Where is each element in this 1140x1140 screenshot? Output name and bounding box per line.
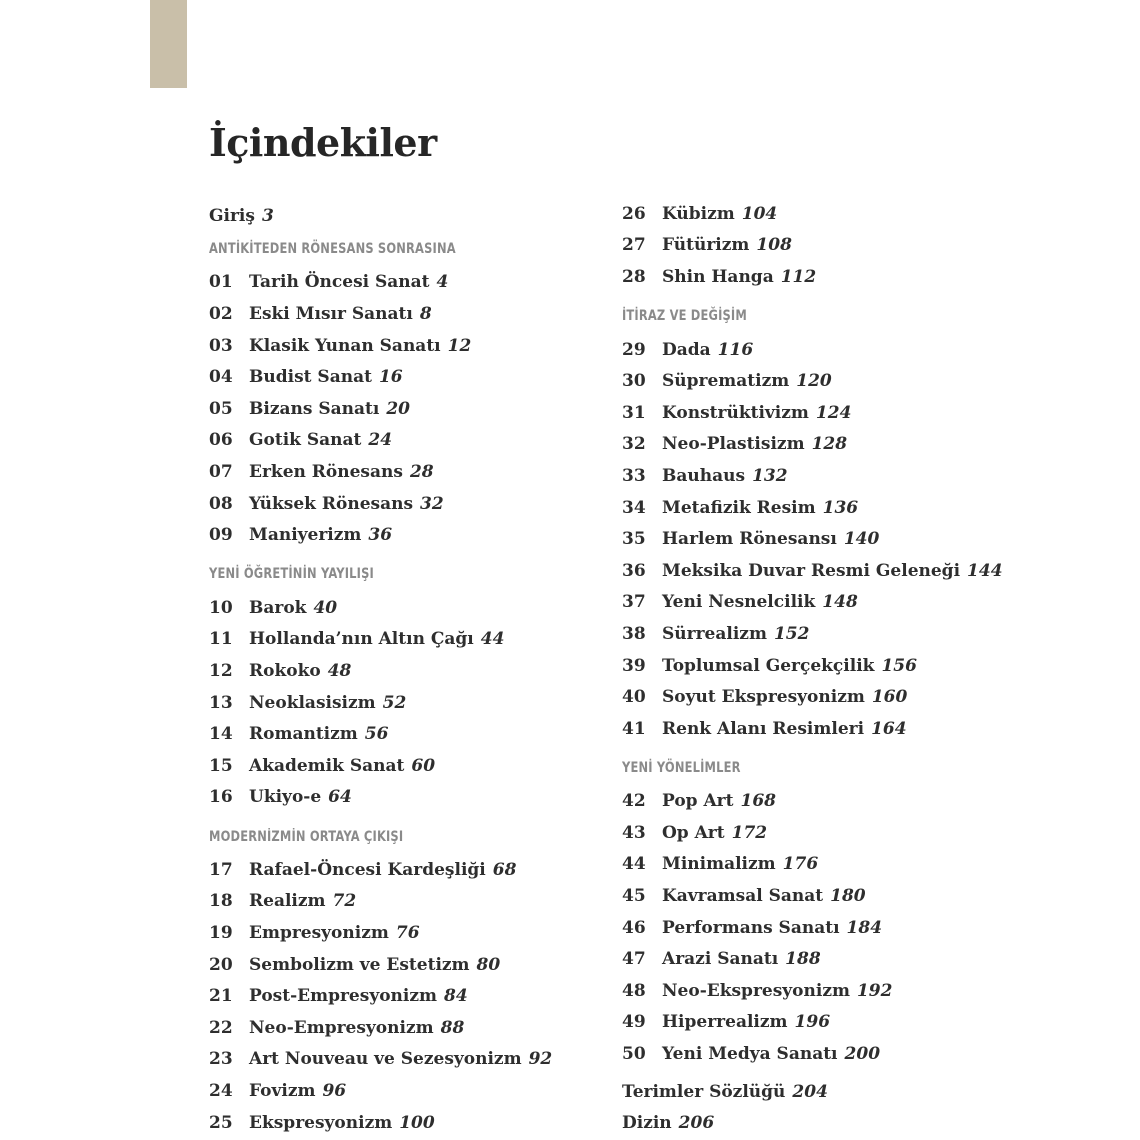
toc-entry[interactable] (622, 587, 1042, 619)
section-heading: MODERNİZMİN ORTAYA ÇIKIŞI (209, 828, 404, 845)
entry-title: Ukiyo-e (249, 787, 322, 808)
entry-title: Soyut Ekspresyonizm (662, 687, 865, 708)
entry-title: Empresyonizm (249, 923, 389, 944)
toc-entry[interactable] (622, 1038, 1042, 1070)
entry-title: Metafizik Resim (662, 497, 816, 518)
entry-number: 50 (622, 1044, 646, 1065)
entry-page: 164 (871, 718, 907, 739)
entry-number: 47 (622, 949, 646, 970)
toc-entry[interactable] (622, 365, 1042, 397)
entry-page: 44 (480, 629, 505, 650)
entry-page: 8 (419, 303, 432, 324)
entry-title: Giriş (209, 205, 255, 226)
toc-entry[interactable] (622, 1076, 1042, 1108)
entry-page: 132 (752, 465, 788, 486)
entry-title: Sürrealizm (662, 623, 767, 644)
entry-page: 108 (756, 235, 792, 256)
entry-number: 22 (209, 1017, 233, 1038)
entry-page: 112 (780, 266, 817, 287)
toc-left-column (209, 200, 629, 1138)
toc-entry[interactable] (209, 1107, 629, 1139)
toc-entry[interactable] (622, 334, 1042, 366)
entry-number: 46 (622, 917, 646, 938)
toc-entry[interactable] (622, 1007, 1042, 1039)
entry-page: 180 (830, 886, 866, 907)
toc-entry[interactable] (622, 397, 1042, 429)
entry-number: 09 (209, 525, 233, 546)
entry-page: 40 (313, 597, 338, 618)
entry-number: 16 (209, 787, 233, 808)
entry-page: 168 (740, 791, 776, 812)
toc-entry[interactable] (622, 912, 1042, 944)
entry-number: 48 (622, 980, 646, 1001)
entry-page: 68 (492, 859, 517, 880)
toc-entry[interactable] (622, 555, 1042, 587)
entry-page: 144 (967, 560, 1003, 581)
entry-page: 148 (822, 592, 858, 613)
entry-page: 80 (476, 954, 501, 975)
toc-entry[interactable] (209, 1012, 629, 1044)
corner-tab (150, 0, 187, 88)
entry-number: 04 (209, 367, 233, 388)
entry-title: Minimalizm (662, 854, 776, 875)
entry-page: 24 (368, 430, 393, 451)
entry-number: 24 (209, 1081, 233, 1102)
entry-number: 44 (622, 854, 646, 875)
entry-title: Rokoko (249, 660, 321, 681)
entry-page: 156 (881, 655, 917, 676)
toc-entry[interactable] (209, 624, 629, 656)
entry-page: 160 (871, 687, 908, 708)
toc-entry[interactable] (209, 330, 629, 362)
entry-page: 60 (411, 755, 436, 776)
entry-number: 28 (622, 266, 646, 287)
toc-entry[interactable] (209, 854, 629, 886)
entry-page: 96 (322, 1081, 347, 1102)
toc-entry[interactable] (209, 488, 629, 520)
entry-title: Konstrüktivizm (662, 402, 809, 423)
entry-number: 40 (622, 687, 646, 708)
entry-title: Dada (662, 339, 711, 360)
entry-number: 12 (209, 660, 233, 681)
entry-title: Ekspresyonizm (249, 1112, 393, 1133)
entry-number: 35 (622, 529, 646, 550)
entry-title: Romantizm (249, 724, 358, 745)
entry-number: 10 (209, 597, 233, 618)
toc-entry[interactable] (209, 393, 629, 425)
toc-entry[interactable] (209, 519, 629, 551)
section-heading: ANTİKİTEDEN RÖNESANS SONRASINA (209, 241, 456, 258)
entry-page: 3 (261, 205, 274, 226)
entry-page: 184 (846, 917, 883, 938)
entry-number: 31 (622, 402, 646, 423)
entry-page: 200 (844, 1044, 881, 1065)
entry-title: Pop Art (662, 791, 734, 812)
entry-title: Bauhaus (662, 465, 746, 486)
entry-title: Barok (249, 597, 307, 618)
entry-title: Budist Sanat (249, 367, 372, 388)
entry-page: 104 (741, 203, 778, 224)
entry-page: 36 (368, 525, 393, 546)
entry-title: Maniyerizm (249, 525, 362, 546)
entry-number: 45 (622, 886, 646, 907)
toc-entry[interactable] (209, 886, 629, 918)
entry-page: 176 (782, 854, 819, 875)
toc-entry[interactable] (622, 849, 1042, 881)
toc-entry[interactable] (622, 713, 1042, 745)
entry-title: Sembolizm ve Estetizm (249, 954, 470, 975)
entry-number: 49 (622, 1012, 646, 1033)
section-heading: İTİRAZ VE DEĞİŞİM (622, 308, 747, 325)
entry-number: 33 (622, 465, 646, 486)
toc-entry[interactable] (622, 975, 1042, 1007)
entry-title: Tarih Öncesi Sanat (249, 272, 430, 293)
entry-number: 27 (622, 235, 646, 256)
entry-number: 41 (622, 718, 646, 739)
toc-entry[interactable] (209, 592, 629, 624)
entry-title: Erken Rönesans (249, 461, 403, 482)
entry-title: Kübizm (662, 203, 735, 224)
toc-entry[interactable] (209, 298, 629, 330)
section-heading: YENİ YÖNELİMLER (622, 760, 741, 776)
entry-number: 37 (622, 592, 646, 613)
entry-page: 172 (731, 822, 768, 843)
toc-entry[interactable] (622, 943, 1042, 975)
entry-page: 152 (773, 623, 810, 644)
entry-title: Meksika Duvar Resmi Geleneği (662, 560, 961, 581)
toc-entry[interactable] (622, 523, 1042, 555)
entry-title: Gotik Sanat (249, 430, 362, 451)
toc-entry[interactable] (622, 817, 1042, 849)
entry-number: 02 (209, 303, 233, 324)
toc-entry[interactable] (622, 650, 1042, 682)
entry-number: 05 (209, 398, 233, 419)
entry-title: Klasik Yunan Sanatı (249, 335, 441, 356)
entry-page: 4 (436, 272, 449, 293)
page-title: İçindekiler (209, 120, 437, 165)
entry-page: 100 (399, 1112, 435, 1133)
entry-number: 34 (622, 497, 646, 518)
entry-title: Kavramsal Sanat (662, 886, 824, 907)
toc-entry[interactable] (209, 425, 629, 457)
toc-entry[interactable] (622, 1107, 1042, 1139)
entry-title: Neo-Plastisizm (662, 434, 805, 455)
entry-title: Bizans Sanatı (249, 398, 380, 419)
toc-entry[interactable] (209, 718, 629, 750)
entry-title: Yeni Medya Sanatı (662, 1044, 838, 1065)
entry-page: 20 (386, 398, 410, 419)
toc-entry[interactable] (622, 429, 1042, 461)
toc-entry[interactable] (622, 618, 1042, 650)
entry-number: 07 (209, 461, 233, 482)
entry-number: 03 (209, 335, 233, 356)
entry-page: 196 (794, 1012, 831, 1033)
entry-title: Yeni Nesnelcilik (662, 592, 816, 613)
toc-entry[interactable] (209, 782, 629, 814)
entry-number: 15 (209, 755, 233, 776)
section-heading: YENİ ÖĞRETİNİN YAYILIŞI (209, 566, 374, 583)
entry-number: 17 (209, 859, 233, 880)
toc-entry[interactable] (622, 261, 1042, 293)
entry-page: 204 (792, 1081, 828, 1102)
toc-entry[interactable] (209, 200, 629, 232)
toc-entry[interactable] (209, 980, 629, 1012)
entry-number: 39 (622, 655, 646, 676)
entry-page: 116 (717, 339, 754, 360)
entry-page: 140 (843, 529, 880, 550)
toc-entry[interactable] (622, 230, 1042, 262)
entry-title: Shin Hanga (662, 266, 774, 287)
entry-title: Op Art (662, 822, 725, 843)
entry-number: 11 (209, 629, 233, 650)
toc-entry[interactable] (209, 1075, 629, 1107)
entry-title: Eski Mısır Sanatı (249, 303, 413, 324)
toc-entry[interactable] (622, 681, 1042, 713)
entry-page: 64 (328, 787, 352, 808)
entry-number: 43 (622, 822, 646, 843)
entry-title: Fovizm (249, 1081, 316, 1102)
entry-number: 08 (209, 493, 233, 514)
entry-number: 21 (209, 986, 233, 1007)
entry-number: 20 (209, 954, 233, 975)
entry-page: 72 (332, 891, 357, 912)
entry-title: Arazi Sanatı (662, 949, 779, 970)
entry-number: 14 (209, 724, 233, 745)
toc-entry[interactable] (209, 267, 629, 299)
entry-number: 36 (622, 560, 646, 581)
entry-title: Harlem Rönesansı (662, 529, 837, 550)
entry-title: Dizin (622, 1113, 672, 1134)
entry-number: 26 (622, 203, 646, 224)
entry-title: Terimler Sözlüğü (622, 1081, 786, 1102)
entry-number: 18 (209, 891, 233, 912)
entry-title: Post-Empresyonizm (249, 986, 437, 1007)
entry-page: 188 (785, 949, 821, 970)
entry-page: 52 (382, 692, 407, 713)
entry-number: 06 (209, 430, 233, 451)
entry-page: 48 (327, 660, 352, 681)
toc-entry[interactable] (622, 460, 1042, 492)
entry-title: Realizm (249, 891, 326, 912)
toc-entry[interactable] (209, 361, 629, 393)
entry-number: 23 (209, 1049, 233, 1070)
entry-page: 84 (444, 986, 468, 1007)
entry-number: 29 (622, 339, 646, 360)
entry-title: Art Nouveau ve Sezesyonizm (249, 1049, 522, 1070)
entry-title: Neo-Empresyonizm (249, 1017, 434, 1038)
entry-page: 124 (815, 402, 852, 423)
entry-title: Rafael-Öncesi Kardeşliği (249, 859, 486, 880)
toc-entry[interactable] (209, 750, 629, 782)
entry-number: 19 (209, 923, 233, 944)
toc-entry[interactable] (209, 917, 629, 949)
entry-page: 92 (528, 1049, 553, 1070)
entry-page: 206 (678, 1113, 715, 1134)
toc-entry[interactable] (209, 1044, 629, 1076)
entry-title: Renk Alanı Resimleri (662, 718, 865, 739)
entry-number: 13 (209, 692, 233, 713)
entry-page: 192 (856, 980, 893, 1001)
entry-page: 16 (378, 367, 403, 388)
toc-right-column (622, 198, 1042, 1139)
entry-number: 25 (209, 1112, 233, 1133)
entry-page: 120 (796, 371, 832, 392)
entry-page: 12 (447, 335, 472, 356)
entry-title: Süprematizm (662, 371, 790, 392)
entry-title: Toplumsal Gerçekçilik (662, 655, 875, 676)
entry-title: Neoklasisizm (249, 692, 376, 713)
entry-page: 136 (822, 497, 859, 518)
entry-number: 38 (622, 623, 646, 644)
entry-title: Hollanda’nın Altın Çağı (249, 629, 474, 650)
entry-page: 128 (811, 434, 848, 455)
toc-entry[interactable] (622, 492, 1042, 524)
entry-title: Fütürizm (662, 235, 750, 256)
entry-number: 30 (622, 371, 646, 392)
entry-page: 56 (364, 724, 389, 745)
entry-number: 01 (209, 272, 233, 293)
entry-number: 32 (622, 434, 646, 455)
entry-title: Yüksek Rönesans (249, 493, 414, 514)
entry-page: 88 (440, 1017, 465, 1038)
entry-page: 76 (395, 923, 420, 944)
toc-entry[interactable] (209, 456, 629, 488)
entry-title: Akademik Sanat (249, 755, 405, 776)
toc-entry[interactable] (209, 655, 629, 687)
toc-entry[interactable] (622, 786, 1042, 818)
toc-entry[interactable] (622, 880, 1042, 912)
entry-title: Neo-Ekspresyonizm (662, 980, 850, 1001)
entry-number: 42 (622, 791, 646, 812)
entry-title: Performans Sanatı (662, 917, 840, 938)
entry-title: Hiperrealizm (662, 1012, 788, 1033)
toc-entry[interactable] (209, 687, 629, 719)
entry-page: 28 (409, 461, 434, 482)
toc-entry[interactable] (209, 949, 629, 981)
toc-entry[interactable] (622, 198, 1042, 230)
entry-page: 32 (420, 493, 444, 514)
